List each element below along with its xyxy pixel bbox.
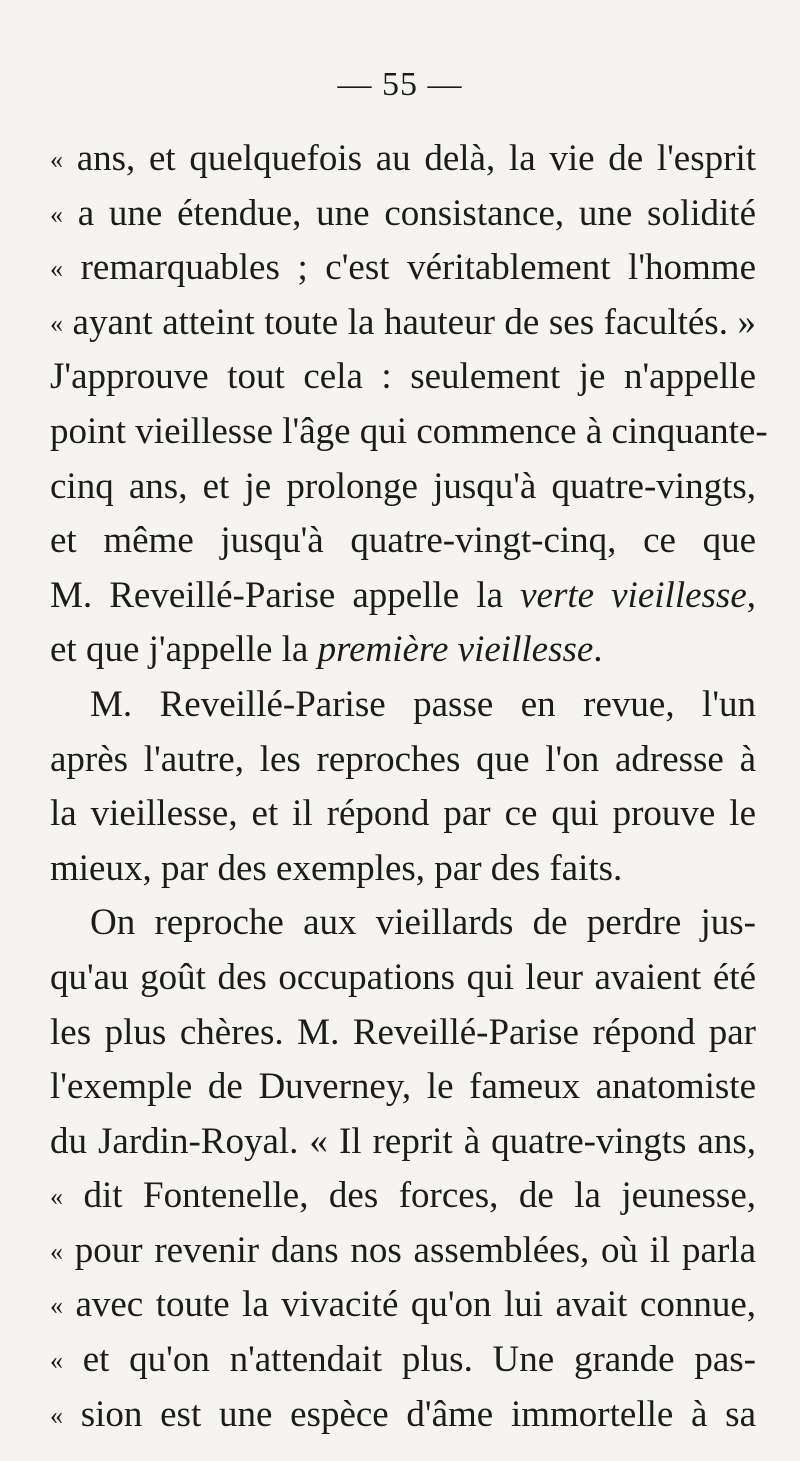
line-text: M. Reveillé-Parise passe en revue, l'un — [90, 683, 756, 725]
line-text: remarquables ; c'est véritablement l'homme — [63, 247, 756, 289]
line-text: M. Reveillé-Parise appelle la — [50, 574, 521, 616]
line-text: la vieillesse, et il répond par ce qui prouve le — [50, 793, 756, 835]
text-line — [50, 951, 756, 1006]
quote-mark: « — [50, 145, 63, 174]
text-line — [50, 1006, 756, 1061]
quote-mark: « — [50, 1236, 63, 1266]
text-line — [50, 405, 768, 460]
text-line — [50, 623, 756, 678]
quote-mark: « — [50, 1291, 63, 1321]
text-line — [50, 1169, 756, 1224]
page-number: — 55 — — [337, 66, 463, 103]
quote-mark: « — [50, 199, 63, 229]
line-text: avec toute la vivacité qu'on lui avait connue, — [63, 1284, 756, 1326]
line-text: ayant atteint toute la hauteur de ses facultés. » — [63, 301, 756, 343]
text-line — [50, 350, 756, 405]
text-line — [50, 733, 756, 788]
line-text: dit Fontenelle, des forces, de la jeunesse, — [63, 1175, 756, 1217]
line-text: l'exemple de Duverney, le fameux anatomiste — [50, 1066, 756, 1108]
text-line — [50, 1333, 756, 1388]
line-text: du Jardin-Royal. « Il reprit à quatre-vingts ans, — [50, 1120, 756, 1162]
line-text: cinq ans, et je prolonge jusqu'à quatre-vingts, — [50, 465, 756, 507]
quote-mark: « — [50, 1346, 63, 1376]
line-text: sion est une espèce d'âme immortelle à sa — [63, 1393, 756, 1435]
line-text: pour revenir dans nos assemblées, où il parla — [63, 1229, 756, 1271]
line-punctuation: , — [746, 574, 756, 616]
text-line — [50, 132, 756, 187]
quote-mark: « — [50, 1182, 63, 1212]
text-line — [50, 1278, 756, 1333]
line-text: ans, et quelquefois au delà, la vie de l'esprit — [63, 138, 756, 179]
text-line — [50, 241, 756, 296]
line-text: après l'autre, les reproches que l'on adresse à — [50, 738, 756, 780]
text-line — [50, 460, 756, 515]
line-text: et qu'on n'attendait plus. Une grande pas- — [63, 1339, 756, 1381]
text-line — [50, 842, 756, 897]
body-text — [50, 132, 768, 1442]
text-line — [50, 569, 756, 624]
quote-mark: « — [50, 254, 63, 284]
text-line — [50, 296, 756, 351]
quote-mark: « — [50, 1400, 63, 1430]
text-line — [50, 1060, 756, 1115]
line-text: et que j'appelle la — [50, 629, 318, 671]
line-text: les plus chères. M. Reveillé-Parise répond par — [50, 1011, 756, 1053]
text-line — [50, 1388, 756, 1443]
text-line — [50, 187, 756, 242]
quote-mark: « — [50, 308, 63, 338]
italic-phrase: première vieillesse — [317, 629, 594, 671]
text-line — [50, 787, 756, 842]
line-text: On reproche aux vieillards de perdre jus- — [90, 902, 756, 944]
text-line — [50, 896, 756, 951]
line-punctuation: . — [593, 629, 603, 671]
line-text: J'approuve tout cela : seulement je n'appelle — [50, 356, 756, 398]
line-text: point vieillesse l'âge qui commence à cinquante- — [50, 410, 768, 452]
line-text: mieux, par des exemples, par des faits. — [50, 847, 623, 889]
text-line — [50, 514, 756, 569]
italic-phrase: verte vieillesse — [520, 574, 747, 616]
text-line — [50, 1224, 756, 1279]
text-line — [50, 678, 756, 733]
line-text: a une étendue, une consistance, une solidité — [63, 192, 756, 234]
line-text: et même jusqu'à quatre-vingt-cinq, ce que — [50, 520, 756, 562]
text-line — [50, 1115, 756, 1170]
line-text: qu'au goût des occupations qui leur avaient été — [50, 956, 756, 998]
